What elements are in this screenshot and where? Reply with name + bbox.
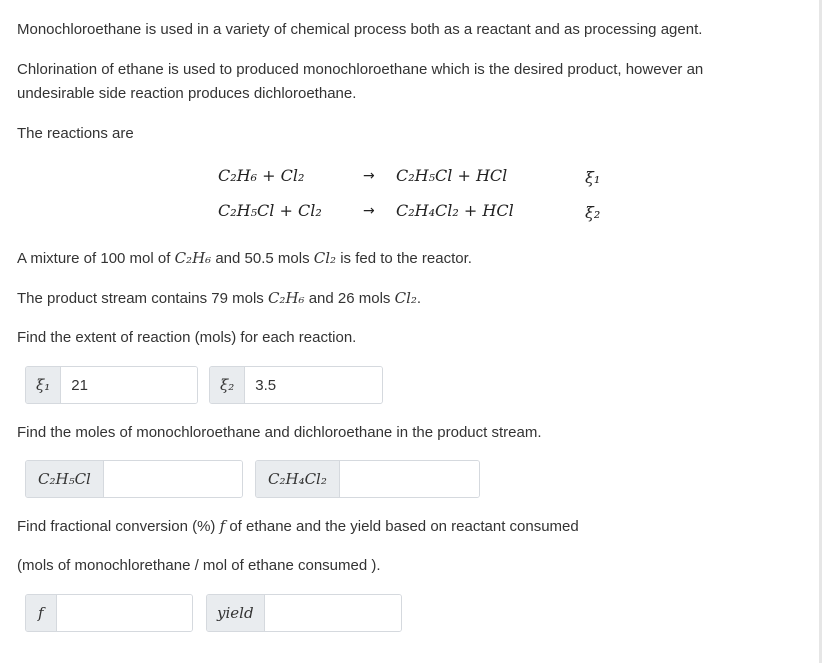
product-text — [17, 286, 421, 311]
product-species-chlorine: Cl₂ — [394, 289, 417, 307]
monochloroethane-input[interactable] — [104, 461, 242, 497]
conversion-post: of ethane and the yield based on reactant consumed — [225, 518, 579, 535]
product-pre: The product stream contains 79 mols — [17, 290, 268, 307]
chlorination-text: Chlorination of ethane is used to produced monochloroethane which is the desired product, however an undesirable side reaction produces dichloroethane. — [17, 61, 704, 102]
feed-pre: A mixture of 100 mol of — [17, 250, 175, 267]
extent-1-label: ξ₁ — [26, 367, 61, 403]
extent-2-group — [209, 366, 383, 404]
reaction-1-extent: ξ₁ — [585, 168, 601, 187]
reactions-label: The reactions are — [17, 125, 134, 142]
conversion-group — [25, 594, 193, 632]
dichloroethane-group — [255, 460, 480, 498]
dichloroethane-label: C₂H₄Cl₂ — [256, 461, 340, 497]
extent-1-input[interactable] — [61, 367, 197, 403]
product-post: . — [416, 290, 422, 307]
dichloroethane-input[interactable] — [340, 461, 479, 497]
yield-label: yield — [207, 595, 265, 631]
extent-2-input[interactable] — [245, 367, 382, 403]
feed-species-chlorine: Cl₂ — [313, 249, 337, 267]
product-mid: and 26 mols — [304, 290, 395, 307]
question-conversion — [17, 514, 579, 539]
conversion-pre: Find fractional conversion (%) — [17, 518, 220, 535]
reaction-2-extent: ξ₂ — [585, 203, 601, 222]
conversion-input[interactable] — [57, 595, 192, 631]
product-species-ethane: C₂H₆ — [267, 289, 305, 307]
question-extent: Find the extent of reaction (mols) for each reaction. — [17, 329, 357, 346]
intro-text: Monochloroethane is used in a variety of chemical process both as a reactant and as processing agent. — [17, 21, 703, 38]
extent-2-label: ξ₂ — [210, 367, 245, 403]
question-moles: Find the moles of monochloroethane and dichloroethane in the product stream. — [17, 424, 542, 441]
reaction-2-arrow: → — [363, 203, 375, 219]
extent-1-group — [25, 366, 198, 404]
feed-mid: and 50.5 mols — [211, 250, 314, 267]
reaction-2-rhs: C₂H₄Cl₂ + HCl — [396, 201, 514, 220]
monochloroethane-label: C₂H₅Cl — [26, 461, 104, 497]
yield-input[interactable] — [265, 595, 401, 631]
reaction-1-rhs: C₂H₅Cl + HCl — [396, 166, 508, 185]
reaction-2-lhs: C₂H₅Cl + Cl₂ — [218, 201, 322, 220]
conversion-label: f — [26, 595, 57, 631]
conversion-var: f — [219, 517, 226, 535]
reaction-1-lhs: C₂H₆ + Cl₂ — [218, 166, 305, 185]
yield-definition: (mols of monochlorethane / mol of ethane consumed ). — [17, 557, 381, 574]
monochloroethane-group — [25, 460, 243, 498]
yield-group — [206, 594, 402, 632]
feed-text — [17, 246, 472, 271]
reaction-1-arrow: → — [363, 168, 375, 184]
feed-species-ethane: C₂H₆ — [174, 249, 212, 267]
feed-post: is fed to the reactor. — [336, 250, 472, 267]
